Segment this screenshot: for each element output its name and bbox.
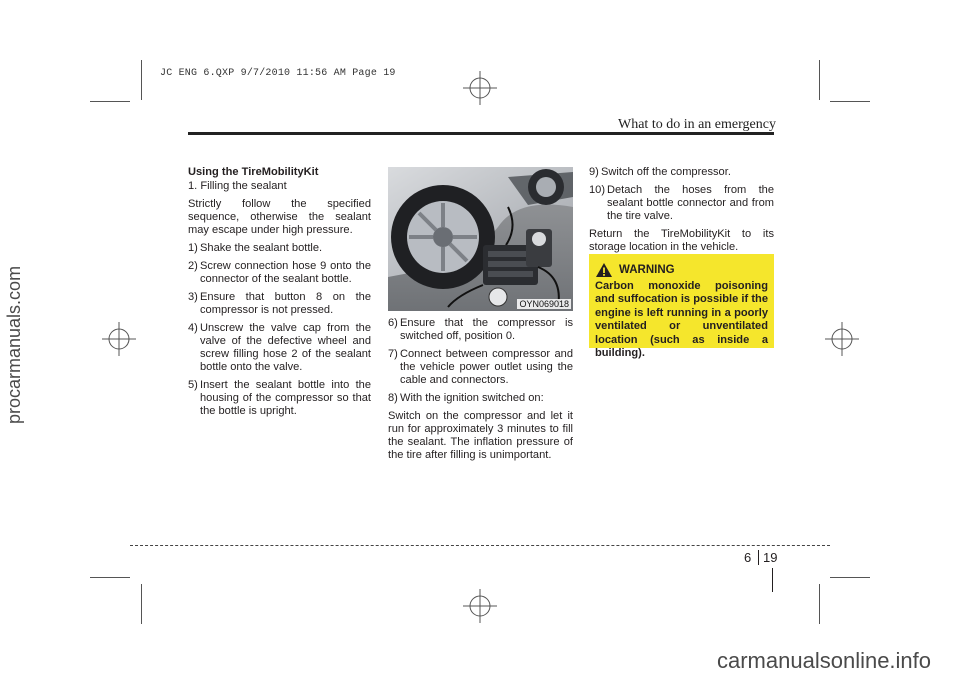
step-item: 8) With the ignition switched on: [388,392,544,404]
run-compressor-paragraph: Switch on the compressor and let it run for approximately 3 minutes to fill the sealant. The inflation pressure of the tire after filling is unimportant. [388,410,573,461]
step-item: 5) Insert the sealant bottle into the housing of the compressor so that the bottle is upright. [188,379,371,417]
footer-dashed-rule [130,545,830,546]
column-1 [188,166,371,423]
column-2 [388,317,573,467]
image-code-label: OYN069018 [519,299,569,309]
section-heading: Using the TireMobilityKit [188,166,319,178]
warning-text: Carbon monoxide poisoning and suffocation is possible if the engine is left running in a poorly ventilated or unventilated location (such as inside a building). [595,280,768,360]
intro-paragraph: Strictly follow the specified sequence, otherwise the sealant may escape under high pressure. [188,198,371,236]
crop-mark-top-left-h [90,101,130,102]
step-item: 3) Ensure that button 8 on the compressor is not pressed. [188,291,371,316]
step-item: 9) Switch off the compressor. [589,166,731,178]
page-number: 19 [763,550,778,565]
warning-triangle-icon [595,262,613,278]
step-item: 4) Unscrew the valve cap from the valve of the defective wheel and screw filling hose 2 of the sealant bottle onto the valve. [188,322,371,373]
print-slug: JC ENG 6.QXP 9/7/2010 11:56 AM Page 19 [160,68,396,79]
crop-mark-top-right-h [830,101,870,102]
registration-mark-bottom [463,589,497,623]
crop-mark-top-right-v [819,60,820,100]
section-title: What to do in an emergency [618,117,776,132]
car-wheel-compressor-illustration [388,167,573,311]
crop-mark-bottom-left-v [141,584,142,624]
step-item: 1) Shake the sealant bottle. [188,242,323,254]
header-rule [188,132,774,135]
crop-mark-bottom-left-h [90,577,130,578]
section-subheading: 1. Filling the sealant [188,180,287,192]
step-item: 10) Detach the hoses from the sealant bottle connector and from the tire valve. [589,184,774,222]
column-3 [589,166,774,259]
page-number-separator [758,550,759,565]
registration-mark-right [825,322,859,356]
crop-mark-bottom-right-h [830,577,870,578]
registration-mark-top [463,71,497,105]
step-item: 6) Ensure that the compressor is switched off, position 0. [388,317,573,342]
warning-title: WARNING [619,264,675,276]
crop-mark-top-left-v [141,60,142,100]
step-item: 7) Connect between compressor and the vehicle power outlet using the cable and connectors. [388,348,573,386]
tire-kit-photo [388,167,573,311]
storage-paragraph: Return the TireMobilityKit to its storage location in the vehicle. [589,228,774,253]
chapter-number: 6 [744,550,752,565]
bottom-watermark: carmanualsonline.info [717,648,932,673]
warning-box [589,254,774,360]
crop-mark-bottom-right-v [819,584,820,624]
registration-mark-left [102,322,136,356]
warning-header [595,262,768,278]
step-item: 2) Screw connection hose 9 onto the connector of the sealant bottle. [188,260,371,285]
side-watermark: procarmanuals.com [4,265,24,424]
footer-tick [772,568,773,592]
